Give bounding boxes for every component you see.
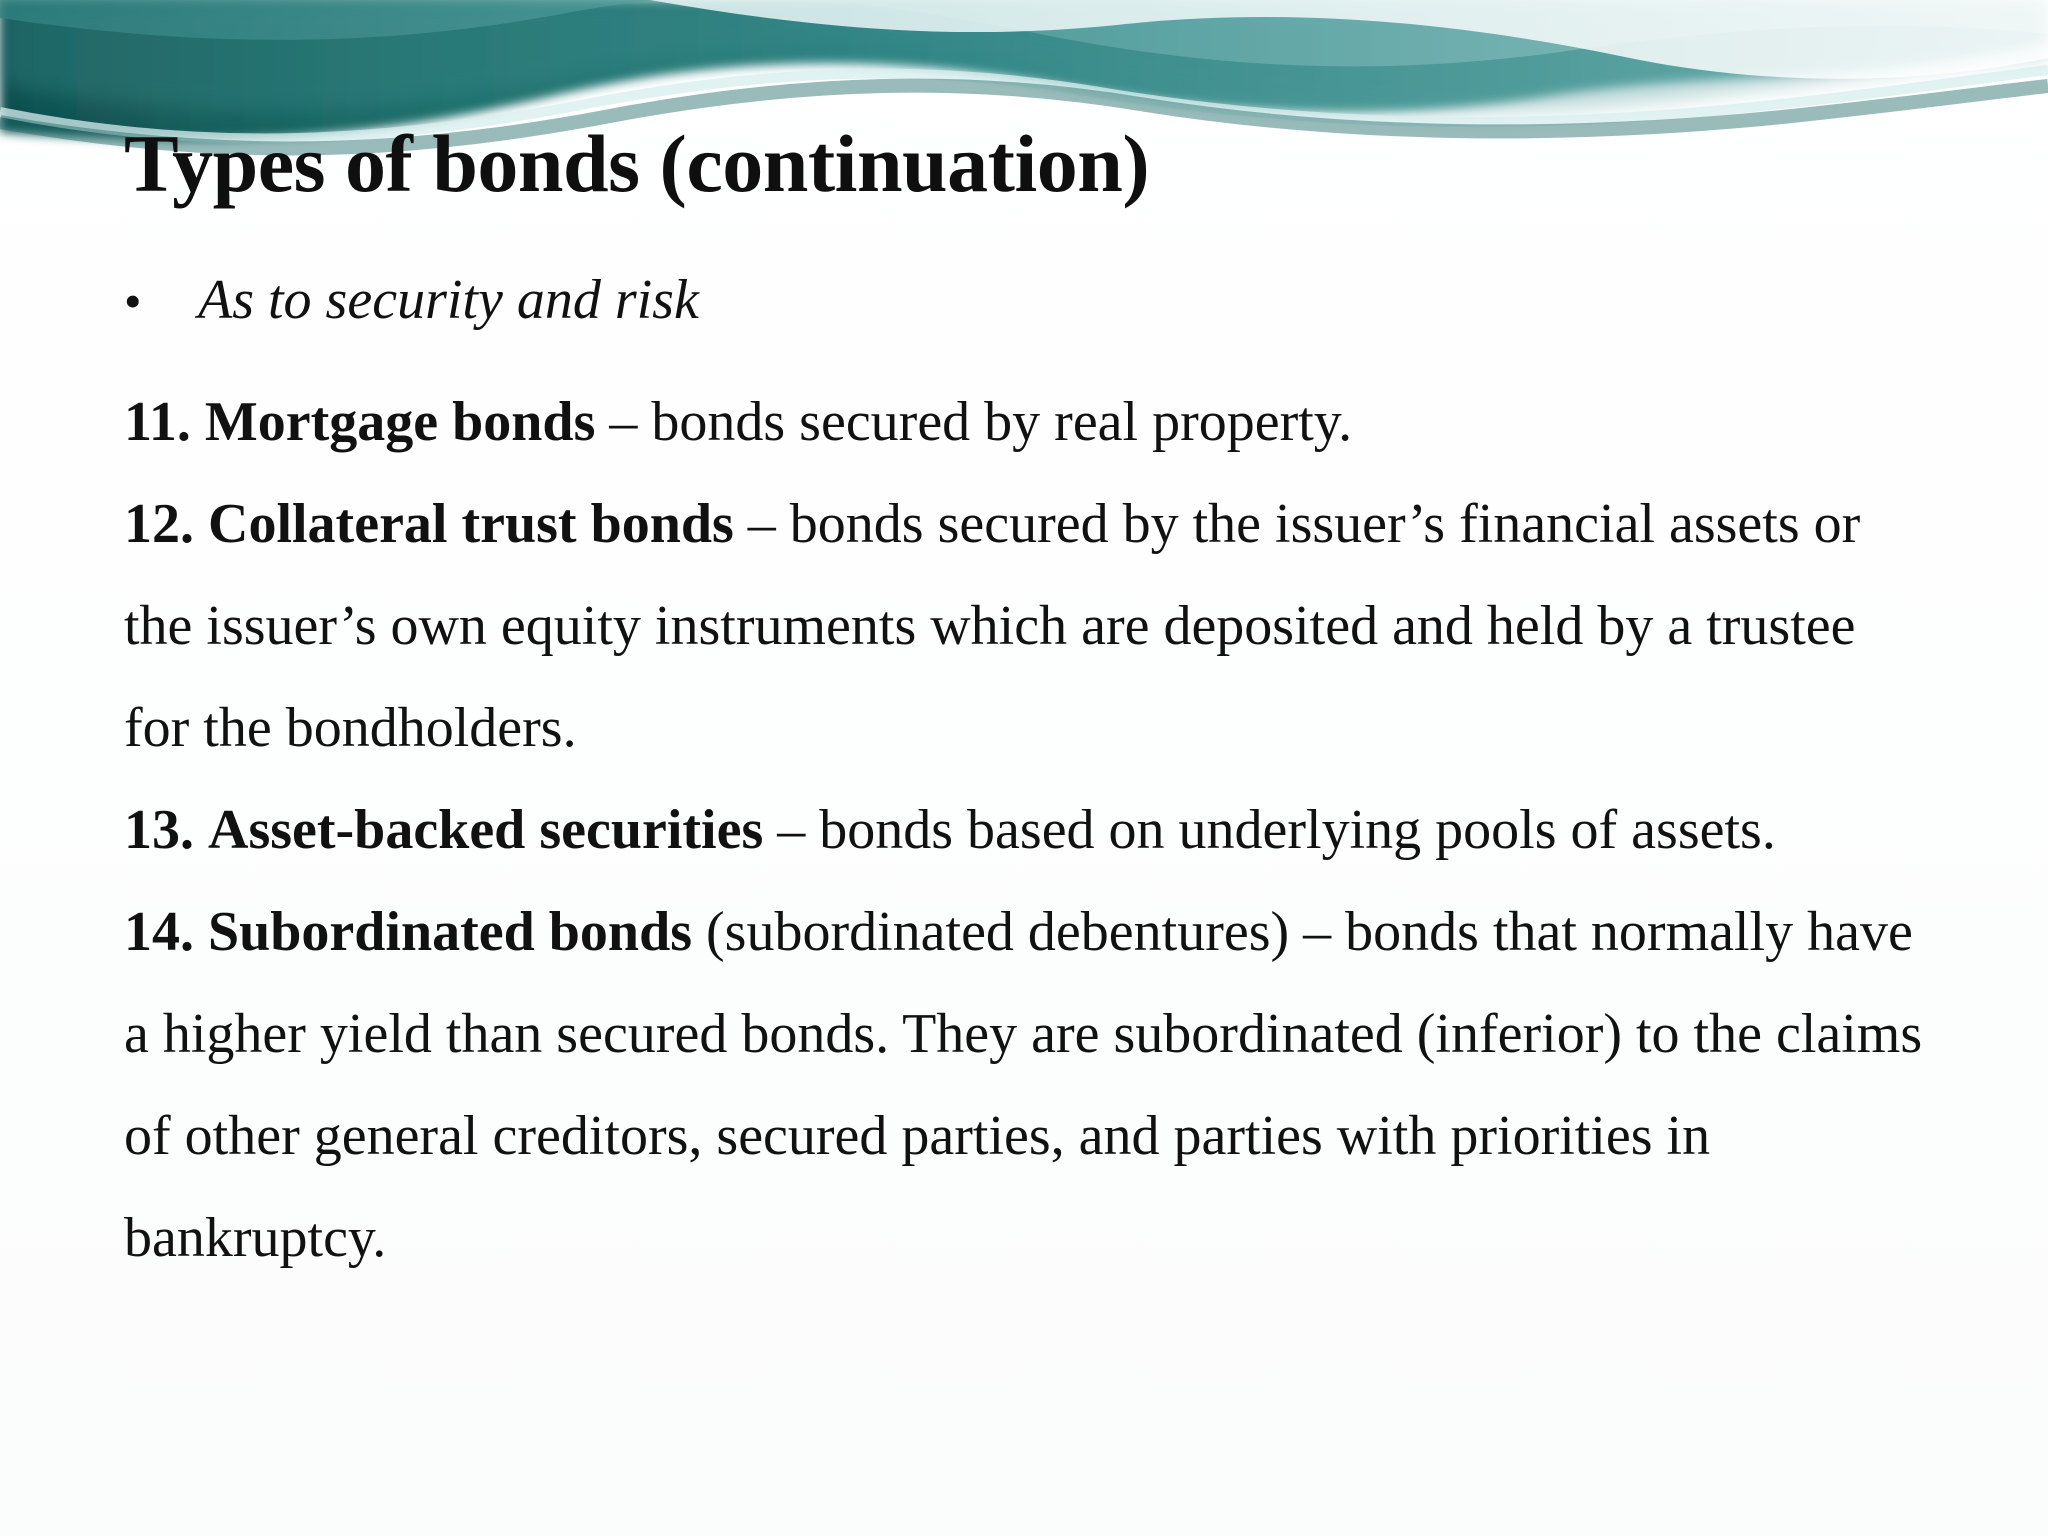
slide-content (124, 112, 1944, 1289)
slide-title: Types of bonds (continuation) (124, 118, 1150, 209)
bond-item-12-term: Collateral trust bonds (208, 493, 734, 555)
bond-item-14-term: Subordinated bonds (208, 901, 693, 963)
bond-item-13 (124, 779, 1924, 881)
bond-item-11-term: Mortgage bonds (204, 391, 596, 453)
bullet-text: As to security and risk (198, 269, 699, 331)
bond-item-13-term: Asset-backed securities (208, 799, 764, 861)
bond-item-14-description: (subordinated debentures) – bonds that normally have a higher yield than secured bonds. They are subordinated (inferior) to the claims of other general creditors, secured parties, and parties with priorities in bankruptcy. (124, 901, 1923, 1269)
bond-item-13-description: – bonds based on underlying pools of assets. (777, 799, 1776, 861)
bond-item-12-number: 12. (124, 493, 194, 555)
bond-item-12-description: – bonds secured by the issuer’s financial assets or the issuer’s own equity instruments which are deposited and held by a trustee for the bondholders. (124, 493, 1861, 759)
bullet-dot: • (124, 273, 142, 329)
bond-item-11 (124, 371, 1924, 473)
bond-item-13-number: 13. (124, 799, 194, 861)
bond-item-11-number: 11. (124, 391, 191, 453)
bond-item-14 (124, 881, 1924, 1289)
bond-item-12 (124, 473, 1924, 779)
bullet-line (124, 264, 1944, 337)
bond-item-14-number: 14. (124, 901, 194, 963)
bond-item-11-description: – bonds secured by real property. (609, 391, 1353, 453)
